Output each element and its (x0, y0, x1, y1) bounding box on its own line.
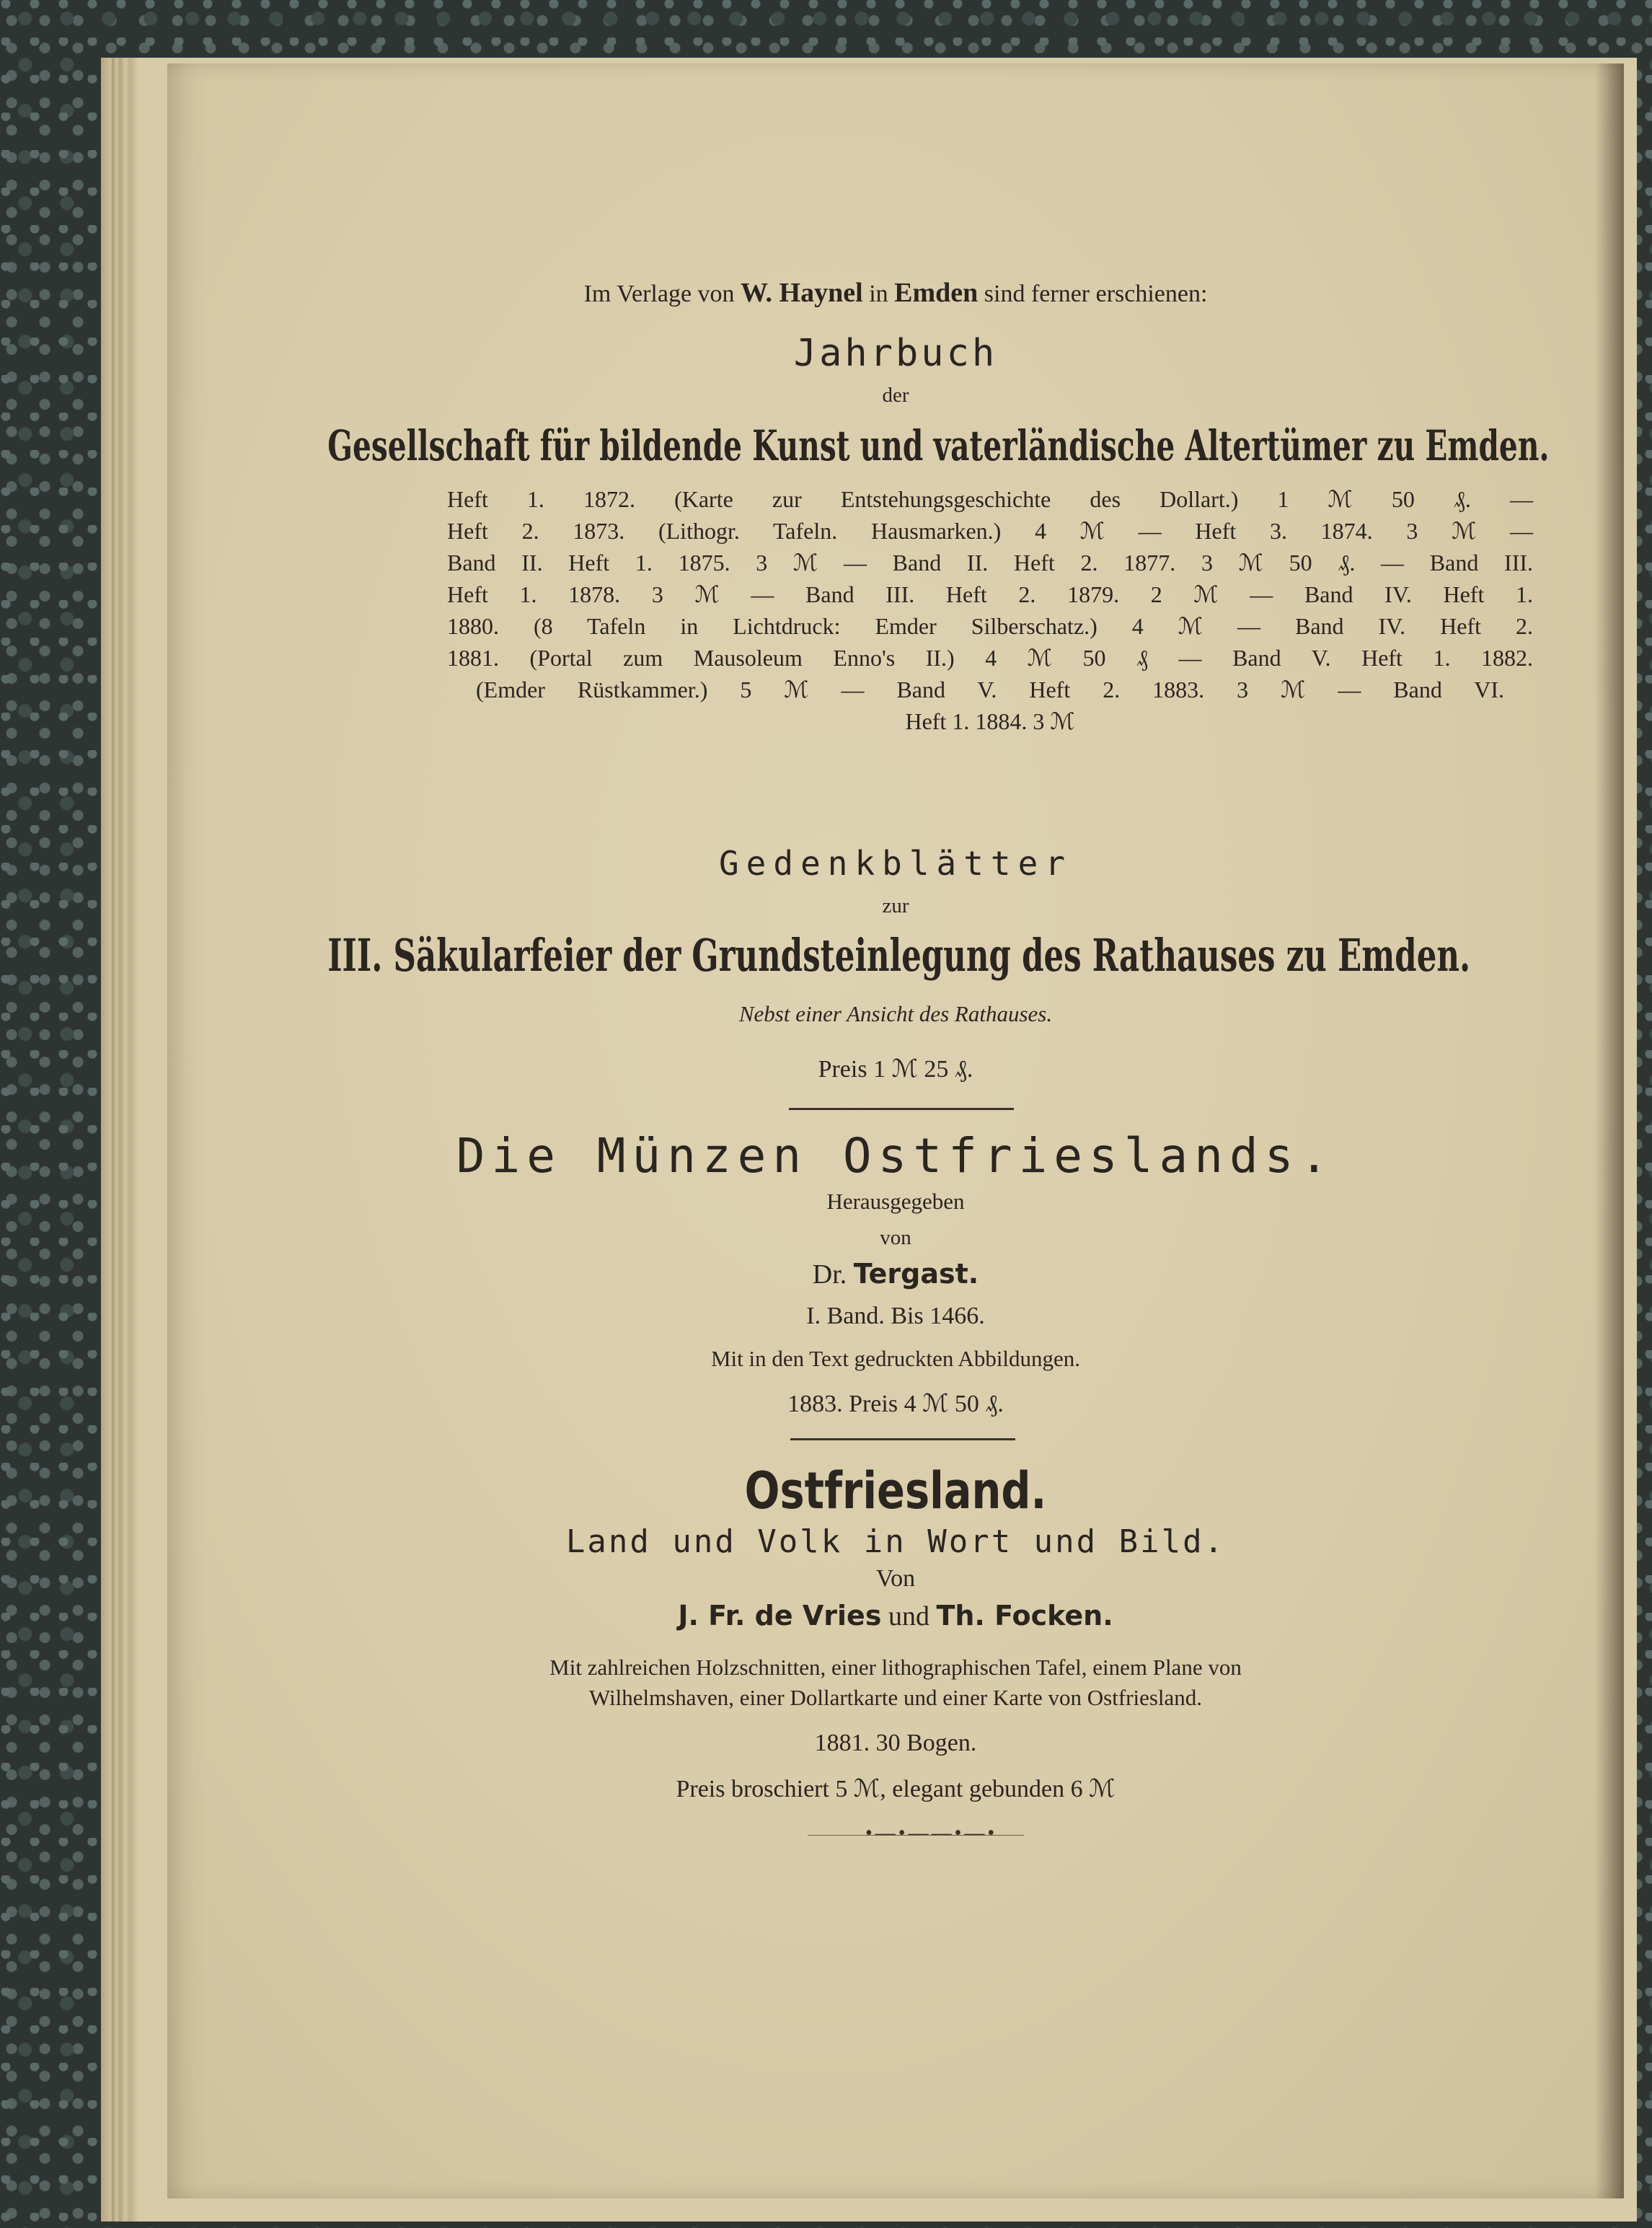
muenzen-author-line (167, 1258, 1624, 1290)
muenzen-illus: Mit in den Text gedruckten Abbildungen. (710, 1346, 1081, 1371)
ostfriesland-desc2: Wilhelmshaven, einer Dollartkarte und einer Karte von Ostfriesland. (588, 1685, 1203, 1710)
jahrbuch-der: der (882, 384, 909, 407)
jahrbuch-issues (447, 483, 1533, 737)
muenzen-von: von (880, 1226, 911, 1249)
jahrbuch-society: Gesellschaft für bildende Kunst und vaterländische Altertümer zu Emden. (327, 421, 1550, 470)
gedenk-subject: III. Säkularfeier der Grundsteinlegung des Rathauses zu Emden. (327, 929, 1471, 982)
publisher-mid: in (869, 281, 888, 307)
ostfriesland-price: Preis broschiert 5 ℳ, elegant gebunden 6 ℳ (676, 1776, 1116, 1802)
ostfriesland-von: Von (875, 1565, 916, 1592)
muenzen-price: 1883. Preis 4 ℳ 50 ₰. (787, 1391, 1004, 1417)
muenzen-title: Die Münzen Ostfrieslands. (456, 1128, 1335, 1184)
gedenk-zur: zur (882, 894, 909, 917)
jahrbuch-issue-line: Heft 1. 1878. 3 ℳ — Band III. Heft 2. 1879. 2 ℳ — Band IV. Heft 1. (447, 581, 1533, 607)
ostfriesland-author1: J. Fr. de Vries (678, 1600, 882, 1632)
section-rule (790, 1438, 1015, 1440)
publisher-name: W. Haynel (741, 278, 863, 308)
gedenk-title: Gedenkblätter (718, 844, 1073, 883)
jahrbuch-issue-line: Band II. Heft 1. 1875. 3 ℳ — Band II. Heft 2. 1877. 3 ℳ 50 ₰. — Band III. (447, 550, 1533, 576)
ostfriesland-subtitle: Land und Volk in Wort und Bild. (565, 1523, 1226, 1560)
closing-ornament: •—•——•—• (865, 1822, 998, 1844)
publisher-line (167, 277, 1624, 309)
ostfriesland-und: und (888, 1601, 929, 1632)
jahrbuch-issue-line: 1880. (8 Tafeln in Lichtdruck: Emder Silberschatz.) 4 ℳ — Band IV. Heft 2. (447, 613, 1533, 639)
publisher-suffix: sind ferner erschienen: (984, 281, 1208, 307)
muenzen-herausgegeben: Herausgegeben (826, 1189, 965, 1214)
jahrbuch-issue-line: 1881. (Portal zum Mausoleum Enno's II.) 4 ℳ 50 ₰ — Band V. Heft 1. 1882. (447, 645, 1533, 671)
publisher-prefix: Im Verlage von (583, 281, 735, 307)
jahrbuch-issue-line: (Emder Rüstkammer.) 5 ℳ — Band V. Heft 2. 1883. 3 ℳ — Band VI. (476, 677, 1504, 703)
muenzen-author: Tergast. (853, 1258, 979, 1290)
muenzen-band: I. Band. Bis 1466. (806, 1303, 985, 1329)
gedenk-note: Nebst einer Ansicht des Rathauses. (738, 1001, 1053, 1026)
book-page (167, 63, 1624, 2198)
ostfriesland-year: 1881. 30 Bogen. (814, 1730, 977, 1756)
gedenk-price: Preis 1 ℳ 25 ₰. (818, 1056, 973, 1083)
ostfriesland-desc1: Mit zahlreichen Holzschnitten, einer lithographischen Tafel, einem Plane von (549, 1655, 1242, 1680)
publisher-city: Emden (894, 278, 979, 308)
section-rule (789, 1108, 1014, 1110)
jahrbuch-issue-line: Heft 1. 1884. 3 ℳ (905, 708, 1075, 734)
muenzen-author-prefix: Dr. (812, 1259, 847, 1290)
jahrbuch-issue-line: Heft 2. 1873. (Lithogr. Tafeln. Hausmarken.) 4 ℳ — Heft 3. 1874. 3 ℳ — (447, 518, 1533, 544)
ostfriesland-author2: Th. Focken. (936, 1600, 1113, 1632)
jahrbuch-title: Jahrbuch (793, 332, 998, 375)
ostfriesland-authors (167, 1600, 1624, 1632)
ostfriesland-title: Ostfriesland. (744, 1461, 1047, 1520)
jahrbuch-issue-line: Heft 1. 1872. (Karte zur Entstehungsgeschichte des Dollart.) 1 ℳ 50 ₰. — (447, 486, 1533, 512)
